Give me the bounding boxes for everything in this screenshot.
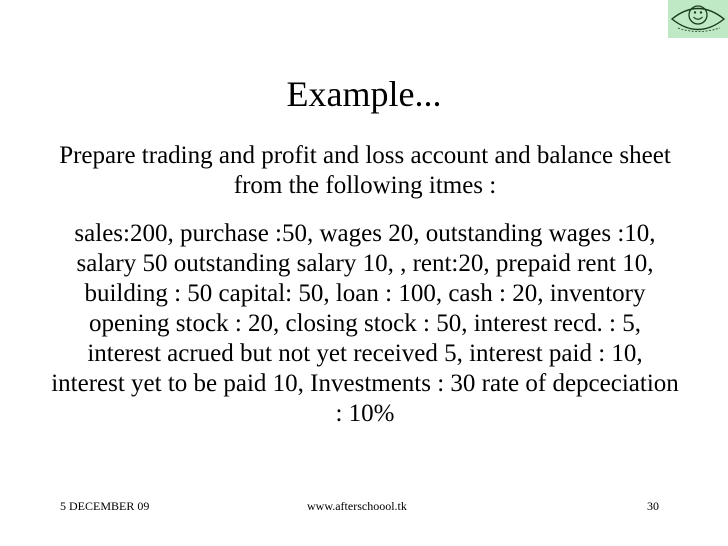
instruction-paragraph: Prepare trading and profit and loss account and balance sheet from the following itmes :	[59, 142, 671, 199]
footer-page-number: 30	[647, 499, 659, 513]
footer-url: www.afterschoool.tk	[307, 499, 407, 513]
site-logo	[668, 0, 728, 38]
smiley-eye-icon	[668, 0, 728, 38]
footer-date: 5 DECEMBER 09	[60, 499, 150, 513]
items-paragraph: sales:200, purchase :50, wages 20, outstanding wages :10, salary 50 outstanding salary 10, , rent:20, prepaid rent 10, building : 50 capital: 50, loan : 100, cash : 20, inventory opening stock : 20, closing stock : 50, interest recd. : 5, interest acrued but not yet received 5, interest paid : 10, interest yet to be paid 10, Investments : 30 rate of depceciation : 10%	[51, 220, 679, 427]
slide-title: Example...	[286, 74, 442, 114]
